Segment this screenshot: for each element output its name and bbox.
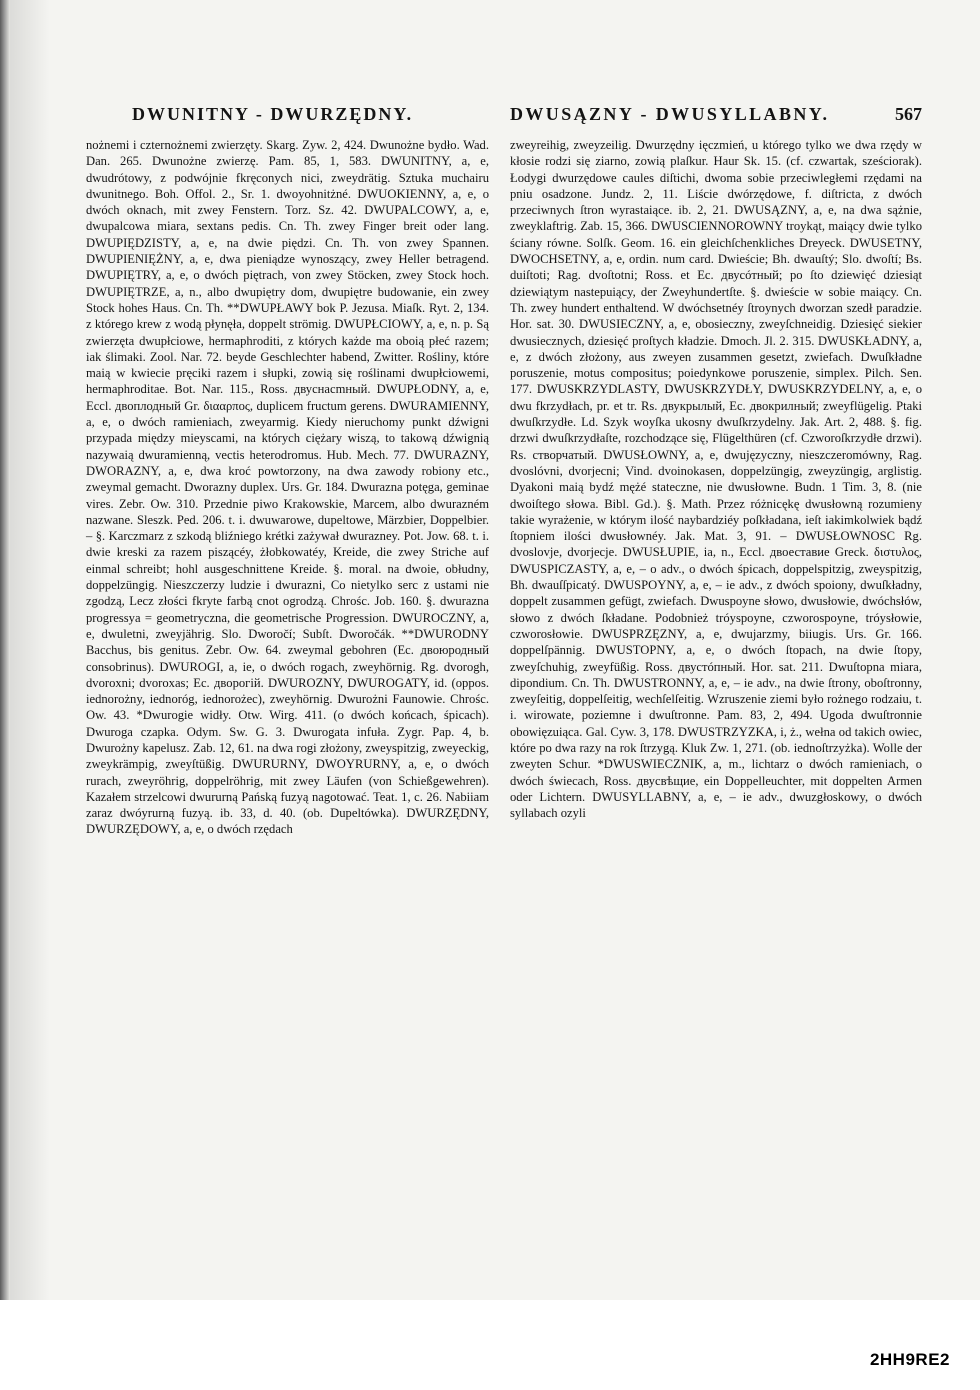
image-id-code: 2HH9RE2 — [869, 1350, 950, 1369]
dictionary-column-right — [510, 137, 922, 821]
column-right-text: zweyreihig, zweyzeilig. Dwurzędny ięczmień, u którego tylko we dwa rzędy w kłosie rodzi się ziarno, zowią plaſkur. Haur Sk. 15. (cf. czwartak, sześciorak). Łodygi dwurzędowe caules diſtichi, dwoma sobie przeciwległemi rzędami na pniu osadzone. Jundz. 2, 11. Liście dwórzędowe, f. diſtricta, z dwóch przeciwnych ſtron wyrastaiące. ib. 2, 21. DWUSĄZNY, a, e, na dwa sążnie, zweyklaftrig. Zab. 15, 366. DWUSCIENNOROWNY troykąt, maiący dwie tylko ściany równe. Solſk. Geom. 16. ein gleichſchenkliches Dreyeck. DWUSETNY, DWOCHSETNY, a, e, ordin. num card. Dwieście; Bh. dwauſtý; Slo. dwoſtí; Bs. duiſtoti; Rag. dvoſtotni; Ross. et Ec. двусóтный; po ſto dziewięć dziesiąt dziewiątym nastepuiący, der Zweyhundertſte. §. dwieście w sobie maiący. Cn. Th. zwey hundert enthaltend. W dwóchsetnéy ſtroynych dworzan szedł paradzie. Hor. sat. 30. DWUSIECZNY, a, e, obosieczny, zweyſchneidig. Dziesięć siekier dwusiecznych, dziesięć proſtych kładzie. Dmoch. Jl. 2. 315. DWUSKŁADNY, a, e, z dwóch złożony, aus zweyen zusammen gesetzt, zwiefach. Dwuſkładne poruszenie, motus compositus; poiedynkowe poruszenie, simplex. Pilch. Sen. 177. DWUSKRZYDLASTY, DWUSKRZYDŁY, DWUSKRZYDELNY, a, e, o dwu fkrzydłach, pr. et tr. Rs. двукрылый, Ec. двокрилный; zweyflügelig. Ptaki dwuſkrzydłe. Ld. Szyk woyſka ukosny dwuſkrzydelny. Jak. Art. 2, 488. §. fig. drzwi dwuſkrzydłaſte, rozchodzące się, Flügelthüren (cf. Czworoſkrzydłe drzwi). Rs. створчатый. DWUSŁOWNY, a, e, dwujęzyczny, nieszczeromówny, Rag. dvoslóvni, dvorjecni; Vind. dvoinokasen, doppelzüngig, zweyzüngig, arglistig. Dyakoni maią bydź mężé stateczne, nie dwusłowne. Budn. 1 Tim. 3, 8. (nie dwoiſtego słowa. Bibl. Gd.). §. Math. Przez różnicękę dwusłowną rozumieny takie wyrażenie, w którym ilość naybardziéy poſkładana, ieſt iakimkolwiek bądź ſtopniem ilości dwusłownéy. Jak. Mat. 3, 91. – DWUSŁOWNOSC Rg. dvoslovje, dvorjecje. DWUSŁUPIE, ia, n., Eccl. двоеставие Greck. διστυλος, DWUSPICZASTY, a, e, – o adv., o dwóch śpicach, doppelspitzig, zweyspitzig, Bh. dwauſſpicatý. DWUSPOYNY, a, e, – ie adv., z dwóch spoiony, dwuſkładny, doppelt zusammen gefügt, zwiefach. Dwuspoyne słowo, dwusłowie, dwóchsłów, słowo z dwóch ſkładane. Podobnież tróyspoyne, czworospoyne, tróysłowie, czworosłowie. DWUSPRZĘZNY, a, e, dwujarzmy, biiugis. Urs. Gr. 166. doppelſpännig. DWUSTOPNY, a, e, o dwóch ſtopach, na dwie ſtopy, zweyſchuhig, zweyfüßig. Ross. двустóпный. Hor. sat. 211. Dwuſtopna miara, dipondium. Cn. Th. DWUSTRONNY, a, e, – ie adv., na dwie ſtrony, oboſtronny, zweyſeitig, doppelſeitig, wechſelſeitig. Wzruszenie ziemi było rożnego rodzaiu, t. i. wirowate, poziemne i dwuſtronne. Pam. 83, 2, 494. Ugoda dwuſtronnie obowięzuiąca. Gal. Cyw. 3, 178. DWUSTRZYZKA, i, ż., wełna od takich owiec, które po dwa razy na rok ſtrzygą. Kluk Zw. 1, 271. (ob. iednoſtrzyżka). Wolle der zweyten Schur. *DWUSWIECZNIK, a, m., lichtarz o dwóch ramieniach, o dwóch świecach, Ross. двусвѣщие, ein Doppelleuchter, mit doppelten Armen oder Lichtern. DWUSYLLABNY, a, e, – ie adv., dwuzgłoskowy, o dwóch syllabach ozyli — [510, 138, 922, 821]
image-footer-band — [0, 1300, 980, 1390]
running-head-left — [132, 104, 413, 125]
book-gutter — [0, 0, 10, 1300]
column-left-text: nożnemi i czternożnemi zwierzęty. Skarg. Zyw. 2, 424. Dwunożne bydło. Wad. Dan. 265. Dwunożne zwierzę. Pam. 85, 1, 583. DWUNITNY, a, e, dwudrótowy, z podwójnie fkręconych nici, zweydrätig. Sztuka muchairu dwunitnego. Boh. Offol. 2., Sr. 1. dwoyohnitżné. DWUOKIENNY, a, e, o dwóch oknach, mit zwey Fenstern. Torz. Sz. 42. DWUPALCOWY, a, e, dwupalcowa miara, sextans pedis. Cn. Th. zwey Finger breit oder lang. DWUPIĘDZISTY, a, e, na dwie piędzi. Cn. Th. von zwey Spannen. DWUPIENIĘŻNY, a, e, dwa pieniądze wynoszący, zwey Heller betragend. DWUPIĘTRY, a, e, o dwóch piętrach, von zwey Stöcken, zwey Stock hoch. DWUPIĘTRZE, a, n., albo dwupiętry dom, dwupiętre budowanie, ein zwey Stock hohes Haus. Cn. Th. **DWUPŁAWY bok P. Jezusa. Miaſk. Ryt. 2, 134. z którego krew z wodą płynęła, doppelt strömig. DWUPŁCIOWY, a, e, n. p. Są zwierzęta dwupłciowe, hermaphroditi, z których każde ma oboią płeć razem; iak ślimaki. Zool. Nar. 72. beyde Geschlechter habend, Zwitter. Rośliny, które maią w kwiecie pręciki razem i słupki, zowią się roślinami dwupłciowemi, hermaphroditae. Bot. Nar. 115., Ross. двуснасmный. DWUPŁODNY, a, e, Eccl. двоплодный Gr. διααρπος, duplicem fructum gerens. DWURAMIENNY, a, e, o dwóch ramieniach, zweyarmig. Kiedy nieruchomy punkt dźwigni przypada między mieyscami, na których ciężary wiszą, to takową dźwignią nazywaią dwuramienną, vectis heterodromus. Hub. Mech. 77. DWURAZNY, DWORAZNY, a, e, dwa kroć powtorzony, na dwa zawody robiony etc., zweymal gemacht. Dworazny duplex. Urs. Gr. 184. Dwurazna potęga, geminae vires. Zebr. Ow. 310. Przednie piwo Krakowskie, Marcem, albo dwurazném nazwane. Sleszk. Ped. 206. t. i. dwuwarowe, dupeltowe, Märzbier, Doppelbier. – §. Karczmarz z szkodą bliźniego krétki zażywał dwurazney. Pot. Jow. 68. t. i. dwie kreski za razem piszącéy, żłobkowatéy, Kreide, die zwey Striche auf einmal schreibt; hohl ausgeschnittene Kreide. §. moral. na dwoie, obłudny, doppelzüngig. Nieszczerzy ludzie i dwurazni, Co nietylko serc z ustami nie zgodzą, Lecz złości fkryte farbą cnot ogrodzą. Chrośc. Job. 160. §. dwurazna progressya = geometryczna, die geometrische Progression. DWUROCZNY, a, e, dwuletni, zweyjährig. Slo. Dworočí; Subſt. Dworočák. **DWURODNY Bacchus, bis genitus. Zebr. Ow. 64. zweymal gebohren (Ec. двоюродный consobrinus). DWUROGI, a, ie, o dwóch rogach, zweyhörnig. Rg. dvorogh, dvoroxni; dvoroxas; Ec. двоpoгiй. DWUROZNY, DWUROGATY, id. (oppos. iednorożny, iednoróg, iednorożec), zweyhörnig. Dwurożni Faunowie. Chrośc. Ow. 43. *Dwurogie widły. Otw. Wirg. 411. (o dwóch końcach, śpicach). Dwuroga czapka. Odym. Sw. G. 3. Dwurogata infuła. Zygr. Pap. 4, b. Dwurożny kapelusz. Zab. 12, 61. na dwa rogi złożony, zweyspitzig, zweyeckig, zweykrämpig, zweyſtüßig. DWURURNY, DWOYRURNY, a, e, o dwóch rurach, zweyröhrig, doppelröhrig, mit zwey Läufen (von Schießgewehren). Kazałem strzelcowi dwururną Pańską fuzyą nagotować. Teat. 1, c. 26. Nabiiam zaraz dwóyrurną fuzyą. ib. 33, d. 40. (ob. Dupeltówka). DWURZĘDNY, DWURZĘDOWY, a, e, o dwóch rzędach — [86, 138, 489, 837]
page-number: 567 — [895, 104, 922, 124]
running-head-left-text: DWUNITNY - DWURZĘDNY. — [132, 104, 414, 124]
running-head-right-text: DWUSĄZNY - DWUSYLLABNY. — [510, 104, 830, 124]
dictionary-column-left — [86, 137, 489, 838]
running-head-right — [510, 104, 922, 125]
scan-shadow — [10, 0, 50, 1300]
